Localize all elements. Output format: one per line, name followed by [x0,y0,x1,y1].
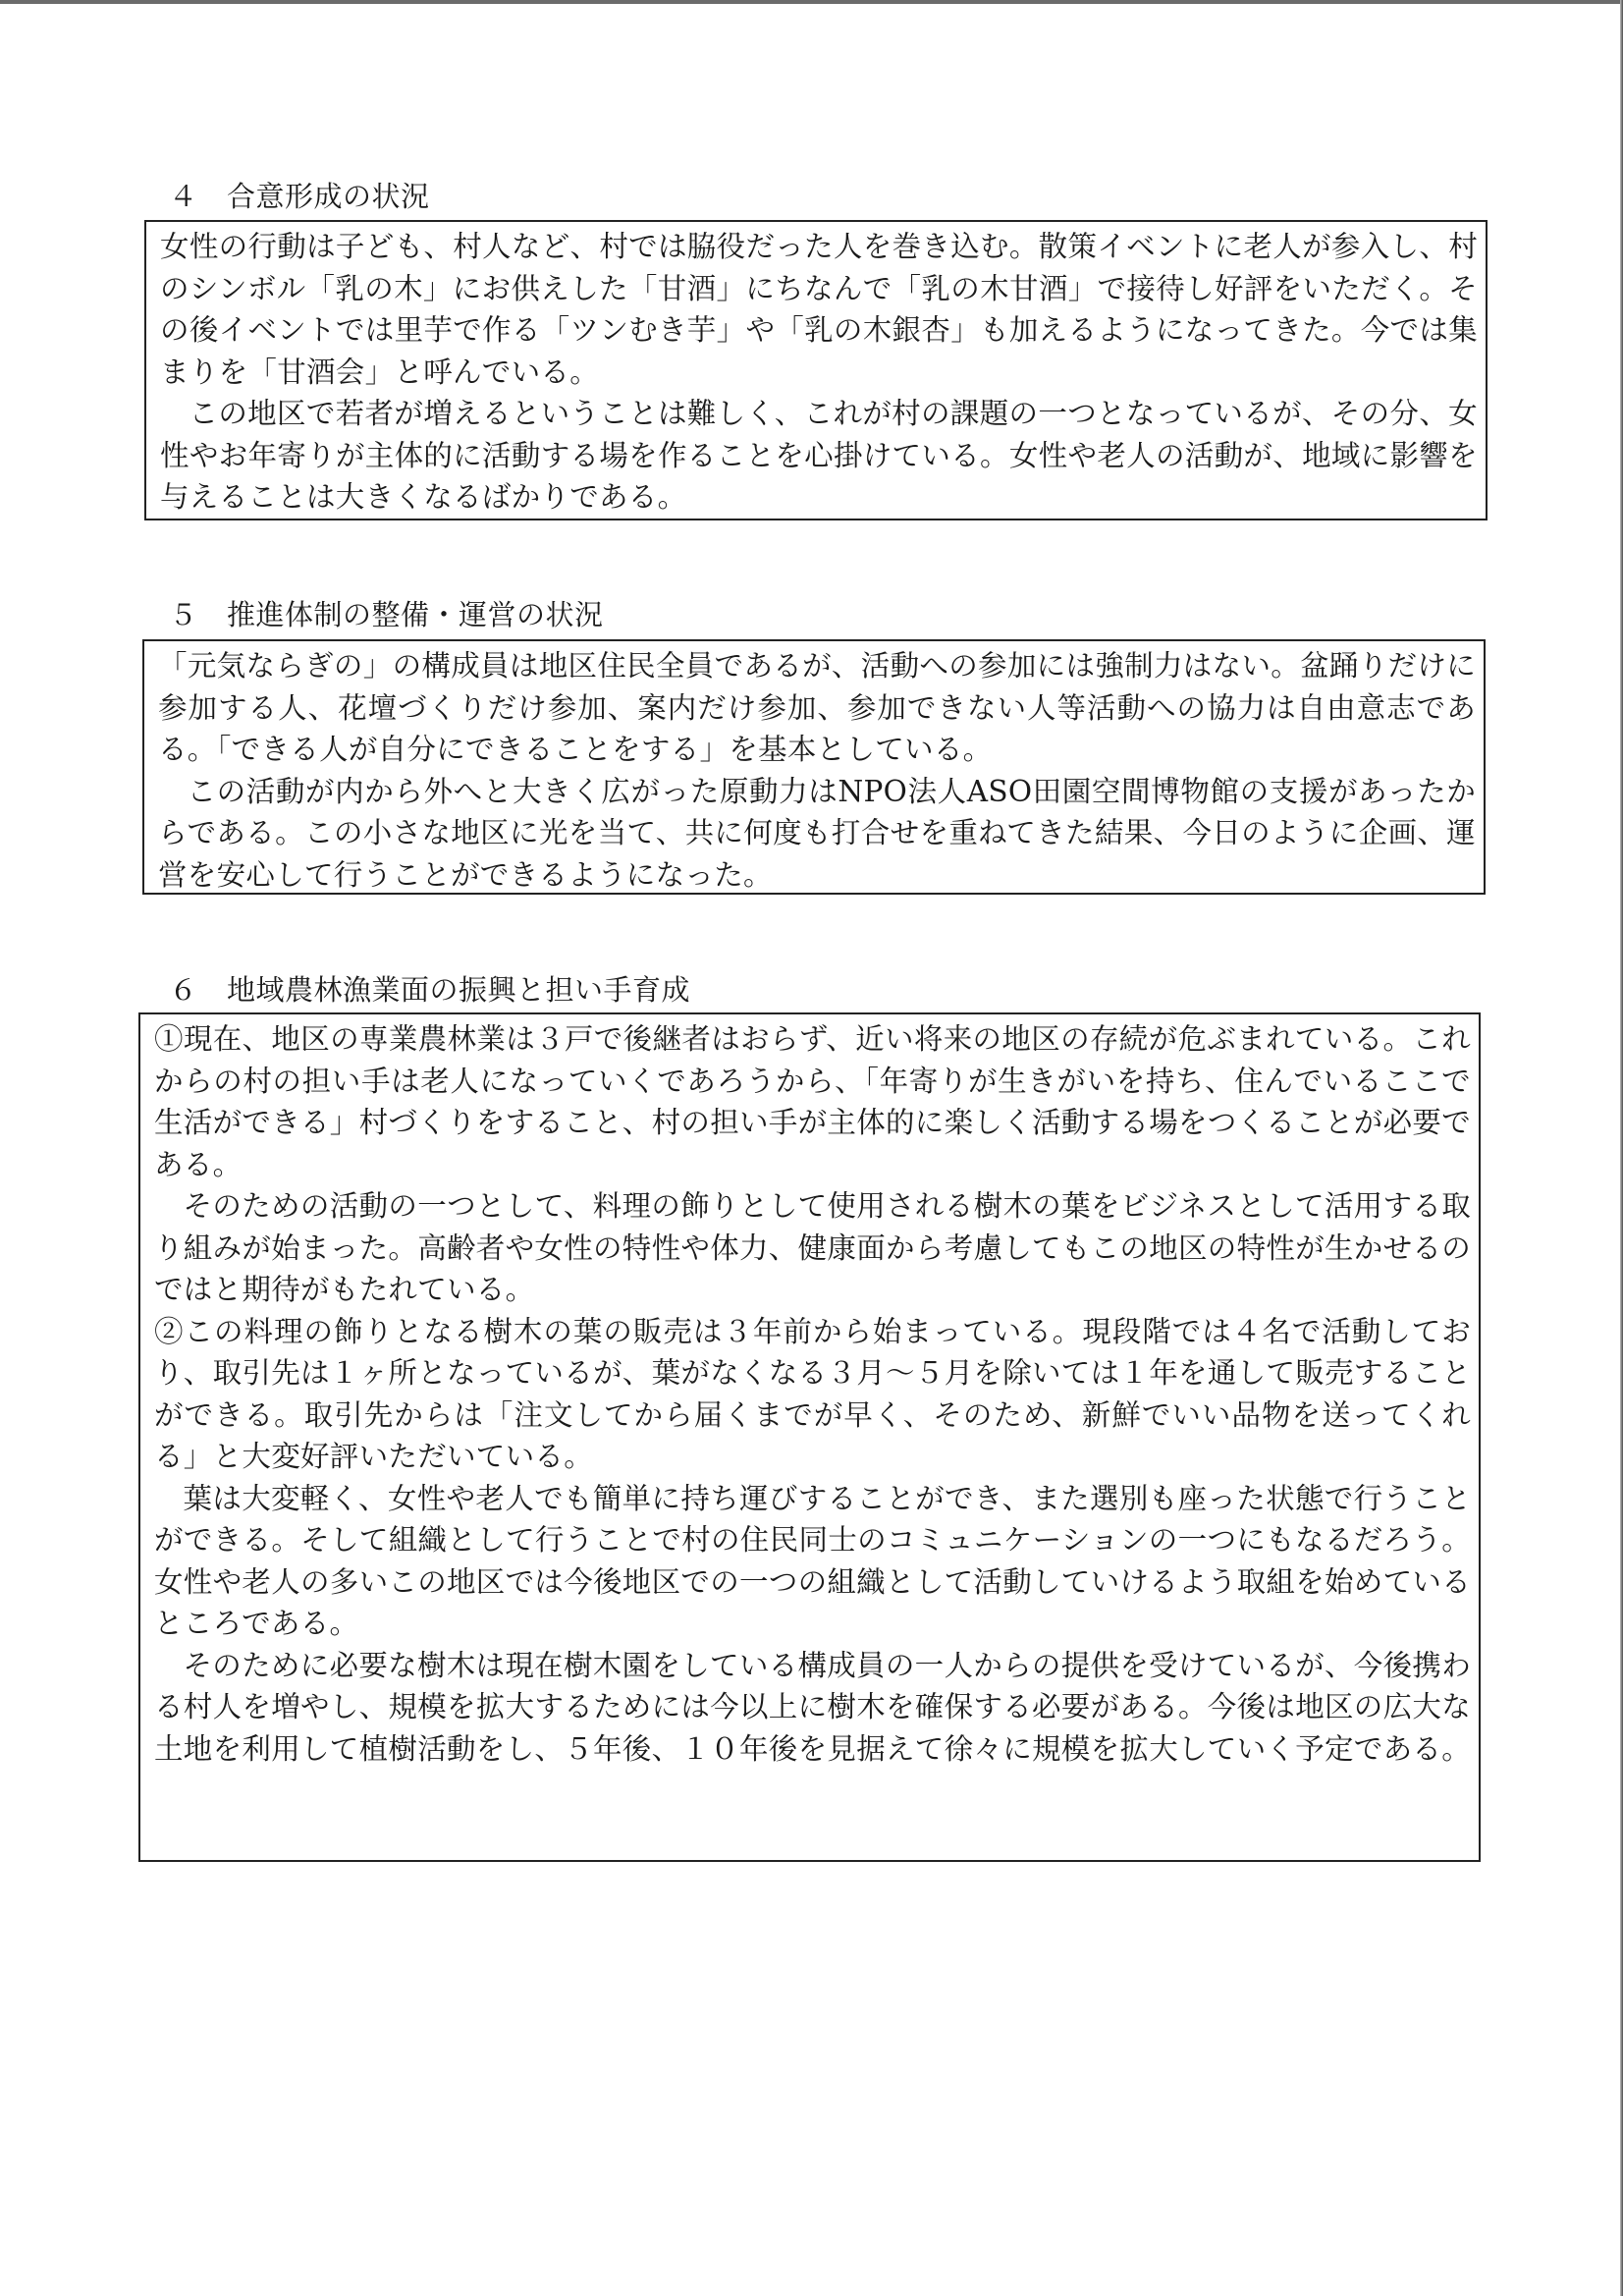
section-4-heading: ４ 合意形成の状況 [169,180,430,213]
scan-edge-top [0,0,1623,4]
section-5-box [142,639,1486,895]
section-5-paragraph-1: 「元気ならぎの」の構成員は地区住民全員であるが、活動への参加には強制力はない。盆踊りだけに参加する人、花壇づくりだけ参加、案内だけ参加、参加できない人等活動への協力は自由意志である。「できる人が自分にできることをする」を基本としている。 [158,649,1477,766]
section-4-box [144,220,1488,520]
section-4-paragraph-2: この地区で若者が増えるということは難しく、これが村の課題の一つとなっているが、その分、女性やお年寄りが主体的に活動する場を作ることを心掛けている。女性や老人の活動が、地域に影響を与えることは大きくなるばかりである。 [160,397,1478,514]
section-6-paragraph-2: そのための活動の一つとして、料理の飾りとして使用される樹木の葉をビジネスとして活用する取り組みが始まった。高齢者や女性の特性や体力、健康面から考慮してもこの地区の特性が生かせるのではと期待がもたれている。 [154,1189,1471,1306]
section-6-box [138,1012,1481,1862]
section-6-heading: ６ 地域農林漁業面の振興と担い手育成 [169,973,691,1007]
section-4-paragraph-1: 女性の行動は子ども、村人など、村では脇役だった人を巻き込む。散策イベントに老人が参入し、村のシンボル「乳の木」にお供えした「甘酒」にちなんで「乳の木甘酒」で接待し好評をいただく。その後イベントでは里芋で作る「ツンむき芋」や「乳の木銀杏」も加えるようになってきた。今では集まりを「甘酒会」と呼んでいる。 [160,230,1479,389]
section-5-paragraph-2: この活動が内から外へと大きく広がった原動力はNPO法人ASO田園空間博物館の支援があったからである。この小さな地区に光を当て、共に何度も打合せを重ねてきた結果、今日のように企画、運営を安心して行うことができるようになった。 [158,774,1476,892]
section-6-paragraph-3: ②この料理の飾りとなる樹木の葉の販売は３年前から始まっている。現段階では４名で活動しており、取引先は１ヶ所となっているが、葉がなくなる３月～５月を除いては１年を通して販売することができる。取引先からは「注文してから届くまでが早く、そのため、新鮮でいい品物を送ってくれる」と大変好評いただいている。 [154,1314,1472,1473]
section-6-paragraph-5: そのために必要な樹木は現在樹木園をしている構成員の一人からの提供を受けているが、今後携わる村人を増やし、規模を拡大するためには今以上に樹木を確保する必要がある。今後は地区の広大な土地を利用して植樹活動をし、５年後、１０年後を見据えて徐々に規模を拡大していく予定である。 [154,1648,1472,1766]
section-5-heading: ５ 推進体制の整備・運営の状況 [169,598,604,631]
section-6-paragraph-1: ①現在、地区の専業農林業は３戸で後継者はおらず、近い将来の地区の存続が危ぶまれている。これからの村の担い手は老人になっていくであろうから、「年寄りが生きがいを持ち、住んでいるここで生活ができる」村づくりをすること、村の担い手が主体的に楽しく活動する場をつくることが必要である。 [154,1022,1471,1181]
section-6-paragraph-4: 葉は大変軽く、女性や老人でも簡単に持ち運びすることができ、また選別も座った状態で行うことができる。そして組織として行うことで村の住民同士のコミュニケーションの一つにもなるだろう。女性や老人の多いこの地区では今後地区での一つの組織として活動していけるよう取組を始めているところである。 [154,1481,1471,1640]
